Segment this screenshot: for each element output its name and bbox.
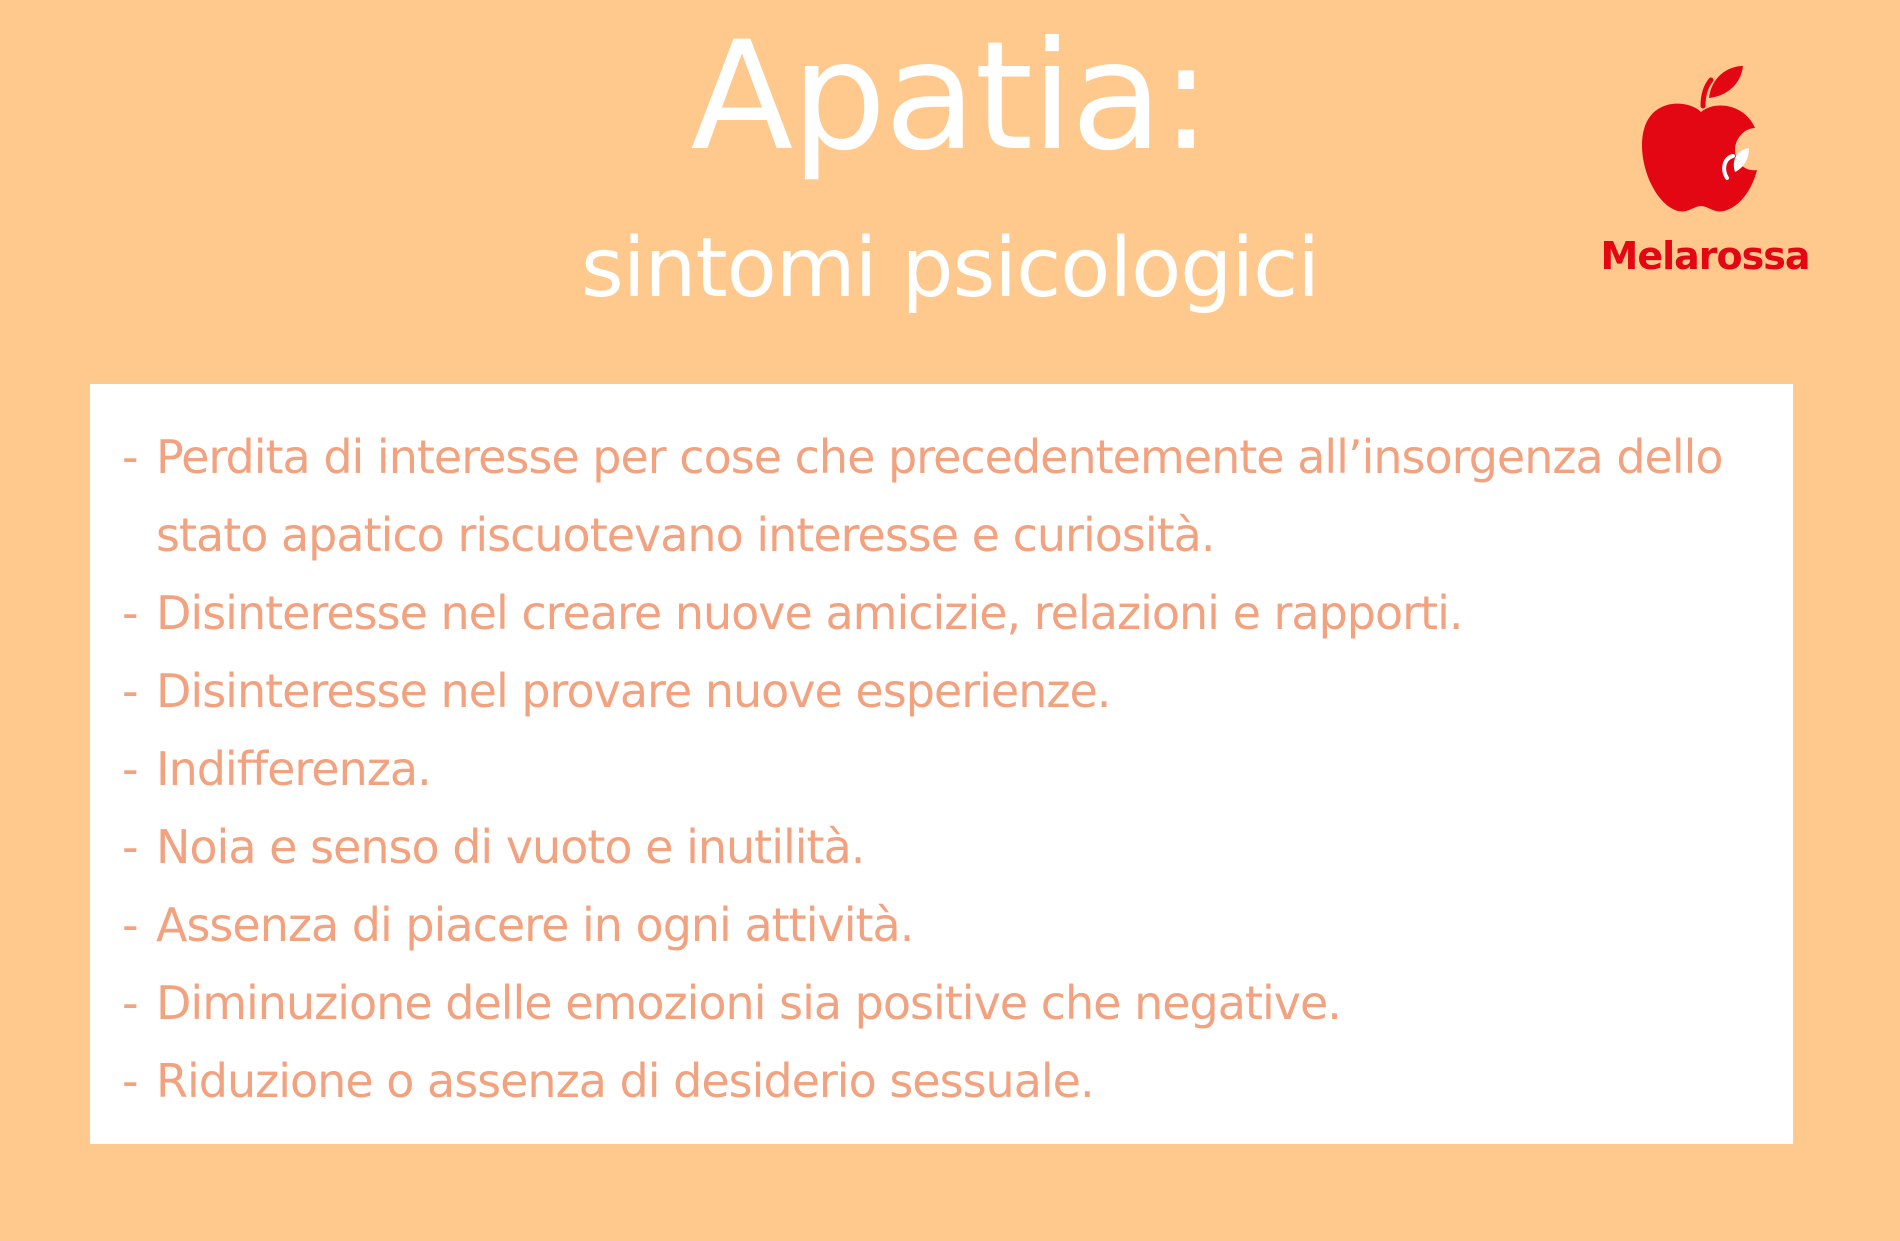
list-item-text: Assenza di piacere in ogni attività. (156, 898, 914, 952)
page-title: Apatia: (690, 10, 1210, 184)
symptoms-card (90, 384, 1793, 1144)
list-item-text: Disinteresse nel provare nuove esperienze. (156, 664, 1111, 718)
list-item-text: Noia e senso di vuoto e inutilità. (156, 820, 865, 874)
list-item-text: Perdita di interesse per cose che precedentemente all’insorgenza dello stato apatico riscuotevano interesse e curiosità. (156, 430, 1723, 562)
list-bullet: - (122, 898, 138, 952)
list-bullet: - (122, 820, 138, 874)
list-bullet: - (122, 586, 138, 640)
list-item-text: Diminuzione delle emozioni sia positive che negative. (156, 976, 1341, 1030)
list-bullet: - (122, 976, 138, 1030)
symptoms-list (122, 418, 1772, 1120)
list-item-text: Riduzione o assenza di desiderio sessuale. (156, 1054, 1094, 1108)
list-item (122, 808, 1772, 886)
brand-name: Melarossa (1600, 234, 1810, 278)
apple-icon (1631, 60, 1771, 220)
list-item (122, 1042, 1772, 1120)
list-item (122, 418, 1772, 574)
list-item (122, 886, 1772, 964)
list-bullet: - (122, 742, 138, 796)
list-bullet: - (122, 664, 138, 718)
list-item (122, 574, 1772, 652)
list-item (122, 730, 1772, 808)
list-item (122, 652, 1772, 730)
list-item (122, 964, 1772, 1042)
list-bullet: - (122, 430, 138, 484)
list-item-text: Disinteresse nel creare nuove amicizie, relazioni e rapporti. (156, 586, 1463, 640)
list-bullet: - (122, 1054, 138, 1108)
brand-logo (1595, 60, 1815, 290)
list-item-text: Indifferenza. (156, 742, 431, 796)
page-subtitle: sintomi psicologici (581, 221, 1319, 316)
